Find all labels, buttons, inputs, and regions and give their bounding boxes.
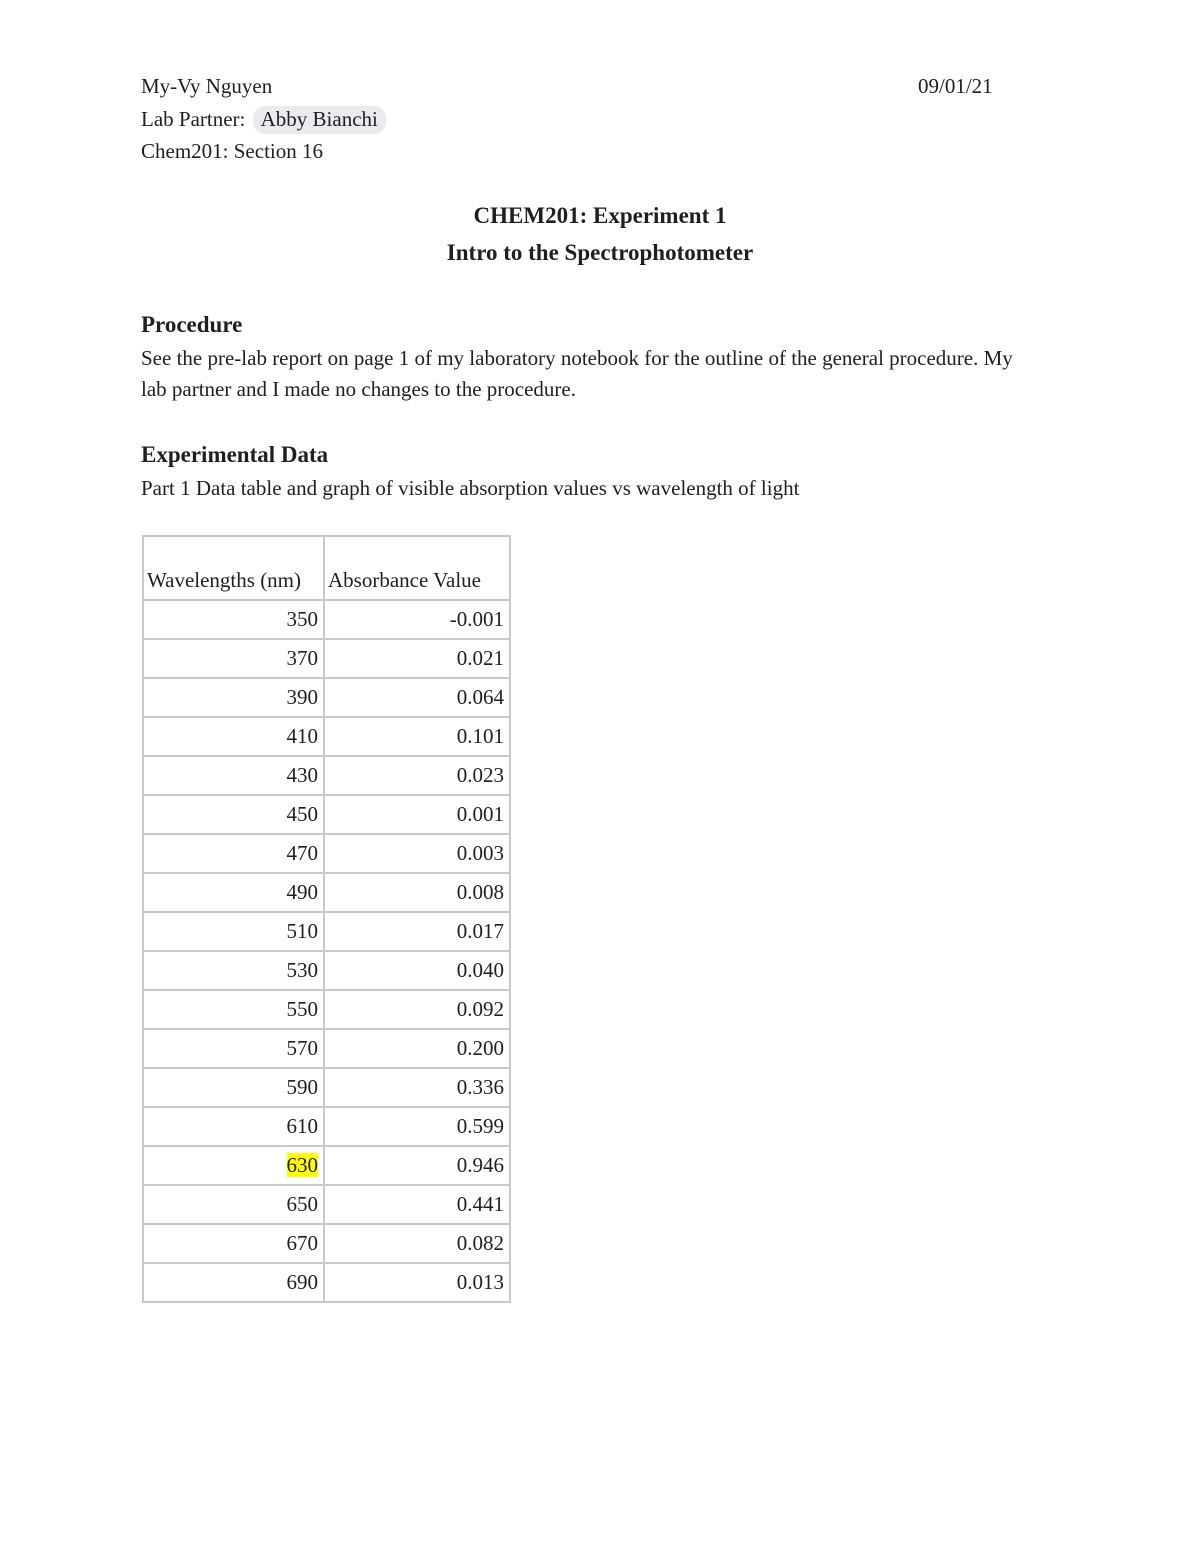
- absorbance-value: -0.001: [324, 600, 510, 639]
- wavelength-cell: [143, 1107, 324, 1146]
- wavelength-cell: [143, 600, 324, 639]
- wavelength-value: 590: [286, 1075, 318, 1099]
- wavelength-cell: [143, 795, 324, 834]
- table-row: [143, 1068, 510, 1107]
- wavelength-value: 690: [286, 1270, 318, 1294]
- absorbance-value: 0.200: [324, 1029, 510, 1068]
- table-caption: Part 1 Data table and graph of visible absorption values vs wavelength of light: [141, 476, 800, 500]
- absorbance-value: 0.092: [324, 990, 510, 1029]
- experimental-data-heading: Experimental Data: [141, 442, 329, 467]
- absorbance-value: 0.101: [324, 717, 510, 756]
- wavelength-cell: [143, 912, 324, 951]
- absorbance-value: 0.001: [324, 795, 510, 834]
- report-title: CHEM201: Experiment 1: [473, 203, 727, 228]
- author-name: My-Vy Nguyen: [141, 74, 273, 98]
- procedure-text: See the pre-lab report on page 1 of my laboratory notebook for the outline of the general procedure. My lab partner and I made no changes to the procedure.: [141, 346, 1013, 401]
- wavelength-value: 410: [286, 724, 318, 748]
- table-header-row: [143, 536, 510, 600]
- lab-partner-label: Lab Partner:: [141, 107, 246, 131]
- table-row: [143, 912, 510, 951]
- wavelength-value: 630: [286, 1153, 318, 1177]
- wavelength-cell: [143, 756, 324, 795]
- absorbance-value: 0.064: [324, 678, 510, 717]
- wavelength-cell: [143, 990, 324, 1029]
- wavelength-value: 650: [286, 1192, 318, 1216]
- procedure-heading: Procedure: [141, 312, 243, 337]
- wavelength-value: 550: [286, 997, 318, 1021]
- wavelength-cell: [143, 873, 324, 912]
- table-row: [143, 717, 510, 756]
- wavelength-value: 450: [286, 802, 318, 826]
- table-row: [143, 678, 510, 717]
- wavelength-cell: [143, 834, 324, 873]
- wavelength-value: 670: [286, 1231, 318, 1255]
- wavelength-cell: [143, 1068, 324, 1107]
- absorbance-value: 0.441: [324, 1185, 510, 1224]
- table-row: [143, 1185, 510, 1224]
- table-row: [143, 1146, 510, 1185]
- wavelength-value: 570: [286, 1036, 318, 1060]
- absorbance-value: 0.003: [324, 834, 510, 873]
- table-body: [143, 600, 510, 1302]
- table-row: [143, 951, 510, 990]
- table-row: [143, 873, 510, 912]
- report-subtitle: Intro to the Spectrophotometer: [446, 240, 754, 265]
- column-header-absorbance: Absorbance Value: [324, 536, 510, 600]
- report-date: 09/01/21: [918, 74, 993, 98]
- wavelength-value: 510: [286, 919, 318, 943]
- table-row: [143, 1029, 510, 1068]
- wavelength-value: 610: [286, 1114, 318, 1138]
- course-section: Chem201: Section 16: [141, 139, 323, 163]
- wavelength-cell: [143, 1263, 324, 1302]
- absorbance-value: 0.599: [324, 1107, 510, 1146]
- absorbance-value: 0.946: [324, 1146, 510, 1185]
- wavelength-value: 530: [286, 958, 318, 982]
- absorbance-value: 0.017: [324, 912, 510, 951]
- lab-partner-line: [141, 106, 386, 134]
- absorbance-value: 0.013: [324, 1263, 510, 1302]
- wavelength-cell: [143, 1185, 324, 1224]
- table-row: [143, 834, 510, 873]
- wavelength-value: 490: [286, 880, 318, 904]
- absorbance-value: 0.008: [324, 873, 510, 912]
- wavelength-value: 470: [286, 841, 318, 865]
- column-header-wavelength: Wavelengths (nm): [143, 536, 324, 600]
- table-row: [143, 1107, 510, 1146]
- wavelength-value: 430: [286, 763, 318, 787]
- table-row: [143, 990, 510, 1029]
- table-row: [143, 795, 510, 834]
- table-row: [143, 756, 510, 795]
- table-row: [143, 1263, 510, 1302]
- absorbance-value: 0.023: [324, 756, 510, 795]
- wavelength-cell: [143, 1029, 324, 1068]
- wavelength-cell: [143, 678, 324, 717]
- wavelength-cell: [143, 717, 324, 756]
- absorbance-value: 0.336: [324, 1068, 510, 1107]
- wavelength-value: 390: [286, 685, 318, 709]
- lab-partner-chip[interactable]: Abby Bianchi: [253, 106, 386, 134]
- absorbance-value: 0.082: [324, 1224, 510, 1263]
- wavelength-cell: [143, 1224, 324, 1263]
- table-row: [143, 639, 510, 678]
- wavelength-value: 370: [286, 646, 318, 670]
- wavelength-cell: [143, 639, 324, 678]
- wavelength-cell: [143, 951, 324, 990]
- table-row: [143, 600, 510, 639]
- wavelength-cell: [143, 1146, 324, 1185]
- table-row: [143, 1224, 510, 1263]
- wavelength-value: 350: [286, 607, 318, 631]
- absorbance-data-table: [142, 535, 511, 1303]
- absorbance-value: 0.021: [324, 639, 510, 678]
- absorbance-value: 0.040: [324, 951, 510, 990]
